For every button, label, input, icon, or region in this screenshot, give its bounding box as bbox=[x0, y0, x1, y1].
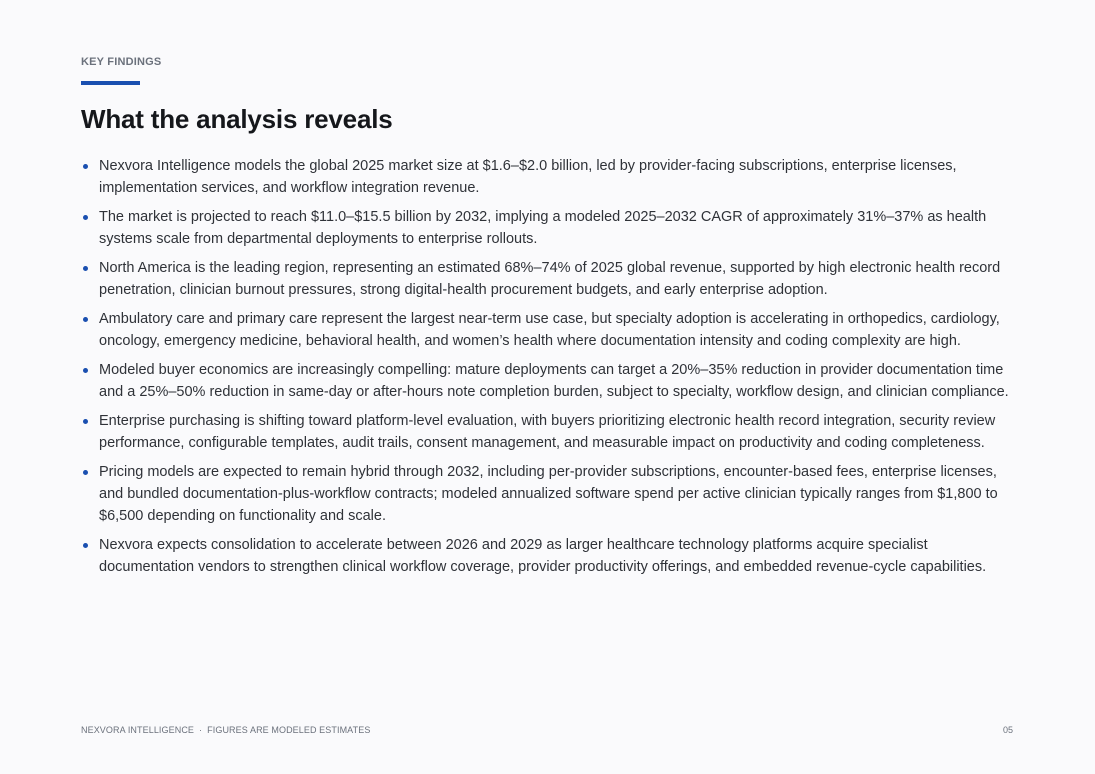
footer-brand: NEXVORA INTELLIGENCE bbox=[81, 725, 195, 735]
finding-item bbox=[81, 534, 1011, 578]
finding-item bbox=[81, 359, 1011, 403]
bullet-icon bbox=[83, 164, 88, 169]
finding-text: Enterprise purchasing is shifting toward platform-level evaluation, with buyers prioritizing electronic health record integration, security review performance, configurable templates, audit trails, consent management, and measurable impact on productivity and coding completeness. bbox=[99, 413, 996, 451]
finding-item bbox=[81, 206, 1011, 250]
footer-separator: · bbox=[199, 725, 203, 735]
page-title: What the analysis reveals bbox=[81, 104, 393, 134]
bullet-icon bbox=[83, 368, 88, 373]
finding-item bbox=[81, 308, 1011, 352]
footer bbox=[81, 725, 370, 735]
page-number: 05 bbox=[1002, 725, 1013, 735]
finding-text: Nexvora expects consolidation to accelerate between 2026 and 2029 as larger healthcare technology platforms acquire specialist documentation vendors to strengthen clinical workflow coverage, provider productivity offerings, and embedded revenue-cycle capabilities. bbox=[99, 537, 987, 575]
finding-text: Ambulatory care and primary care represent the largest near-term use case, but specialty adoption is accelerating in orthopedics, cardiology, oncology, emergency medicine, behavioral health, and women’s health where documentation intensity and coding complexity are high. bbox=[99, 311, 1000, 349]
finding-text: Modeled buyer economics are increasingly compelling: mature deployments can target a 20%–35% reduction in provider documentation time and a 25%–50% reduction in same-day or after-hours note completion burden, subject to specialty, workflow design, and clinician compliance. bbox=[99, 362, 1009, 400]
finding-text: North America is the leading region, representing an estimated 68%–74% of 2025 global revenue, supported by high electronic health record penetration, clinician burnout pressures, strong digital-health procurement budgets, and early enterprise adoption. bbox=[99, 260, 1001, 298]
accent-rule bbox=[81, 81, 140, 85]
finding-item bbox=[81, 257, 1011, 301]
finding-item bbox=[81, 461, 1011, 527]
finding-text: The market is projected to reach $11.0–$15.5 billion by 2032, implying a modeled 2025–2032 CAGR of approximately 31%–37% as health systems scale from departmental deployments to enterprise rollouts. bbox=[99, 209, 987, 247]
section-eyebrow: KEY FINDINGS bbox=[81, 56, 162, 68]
finding-text: Nexvora Intelligence models the global 2025 market size at $1.6–$2.0 billion, led by provider-facing subscriptions, enterprise licenses, implementation services, and workflow integration revenue. bbox=[99, 158, 957, 196]
bullet-icon bbox=[83, 215, 88, 220]
finding-item bbox=[81, 155, 1011, 199]
bullet-icon bbox=[83, 543, 88, 548]
finding-text: Pricing models are expected to remain hybrid through 2032, including per-provider subscriptions, encounter-based fees, enterprise licenses, and bundled documentation-plus-workflow contracts; modeled annualized software spend per active clinician typically ranges from $1,800 to $6,500 depending on functionality and scale. bbox=[99, 464, 998, 524]
finding-item bbox=[81, 410, 1011, 454]
footer-note: FIGURES ARE MODELED ESTIMATES bbox=[207, 725, 371, 735]
bullet-icon bbox=[83, 470, 88, 475]
bullet-icon bbox=[83, 419, 88, 424]
bullet-icon bbox=[83, 266, 88, 271]
report-page bbox=[81, 0, 1011, 774]
findings-list bbox=[81, 155, 1011, 585]
bullet-icon bbox=[83, 317, 88, 322]
